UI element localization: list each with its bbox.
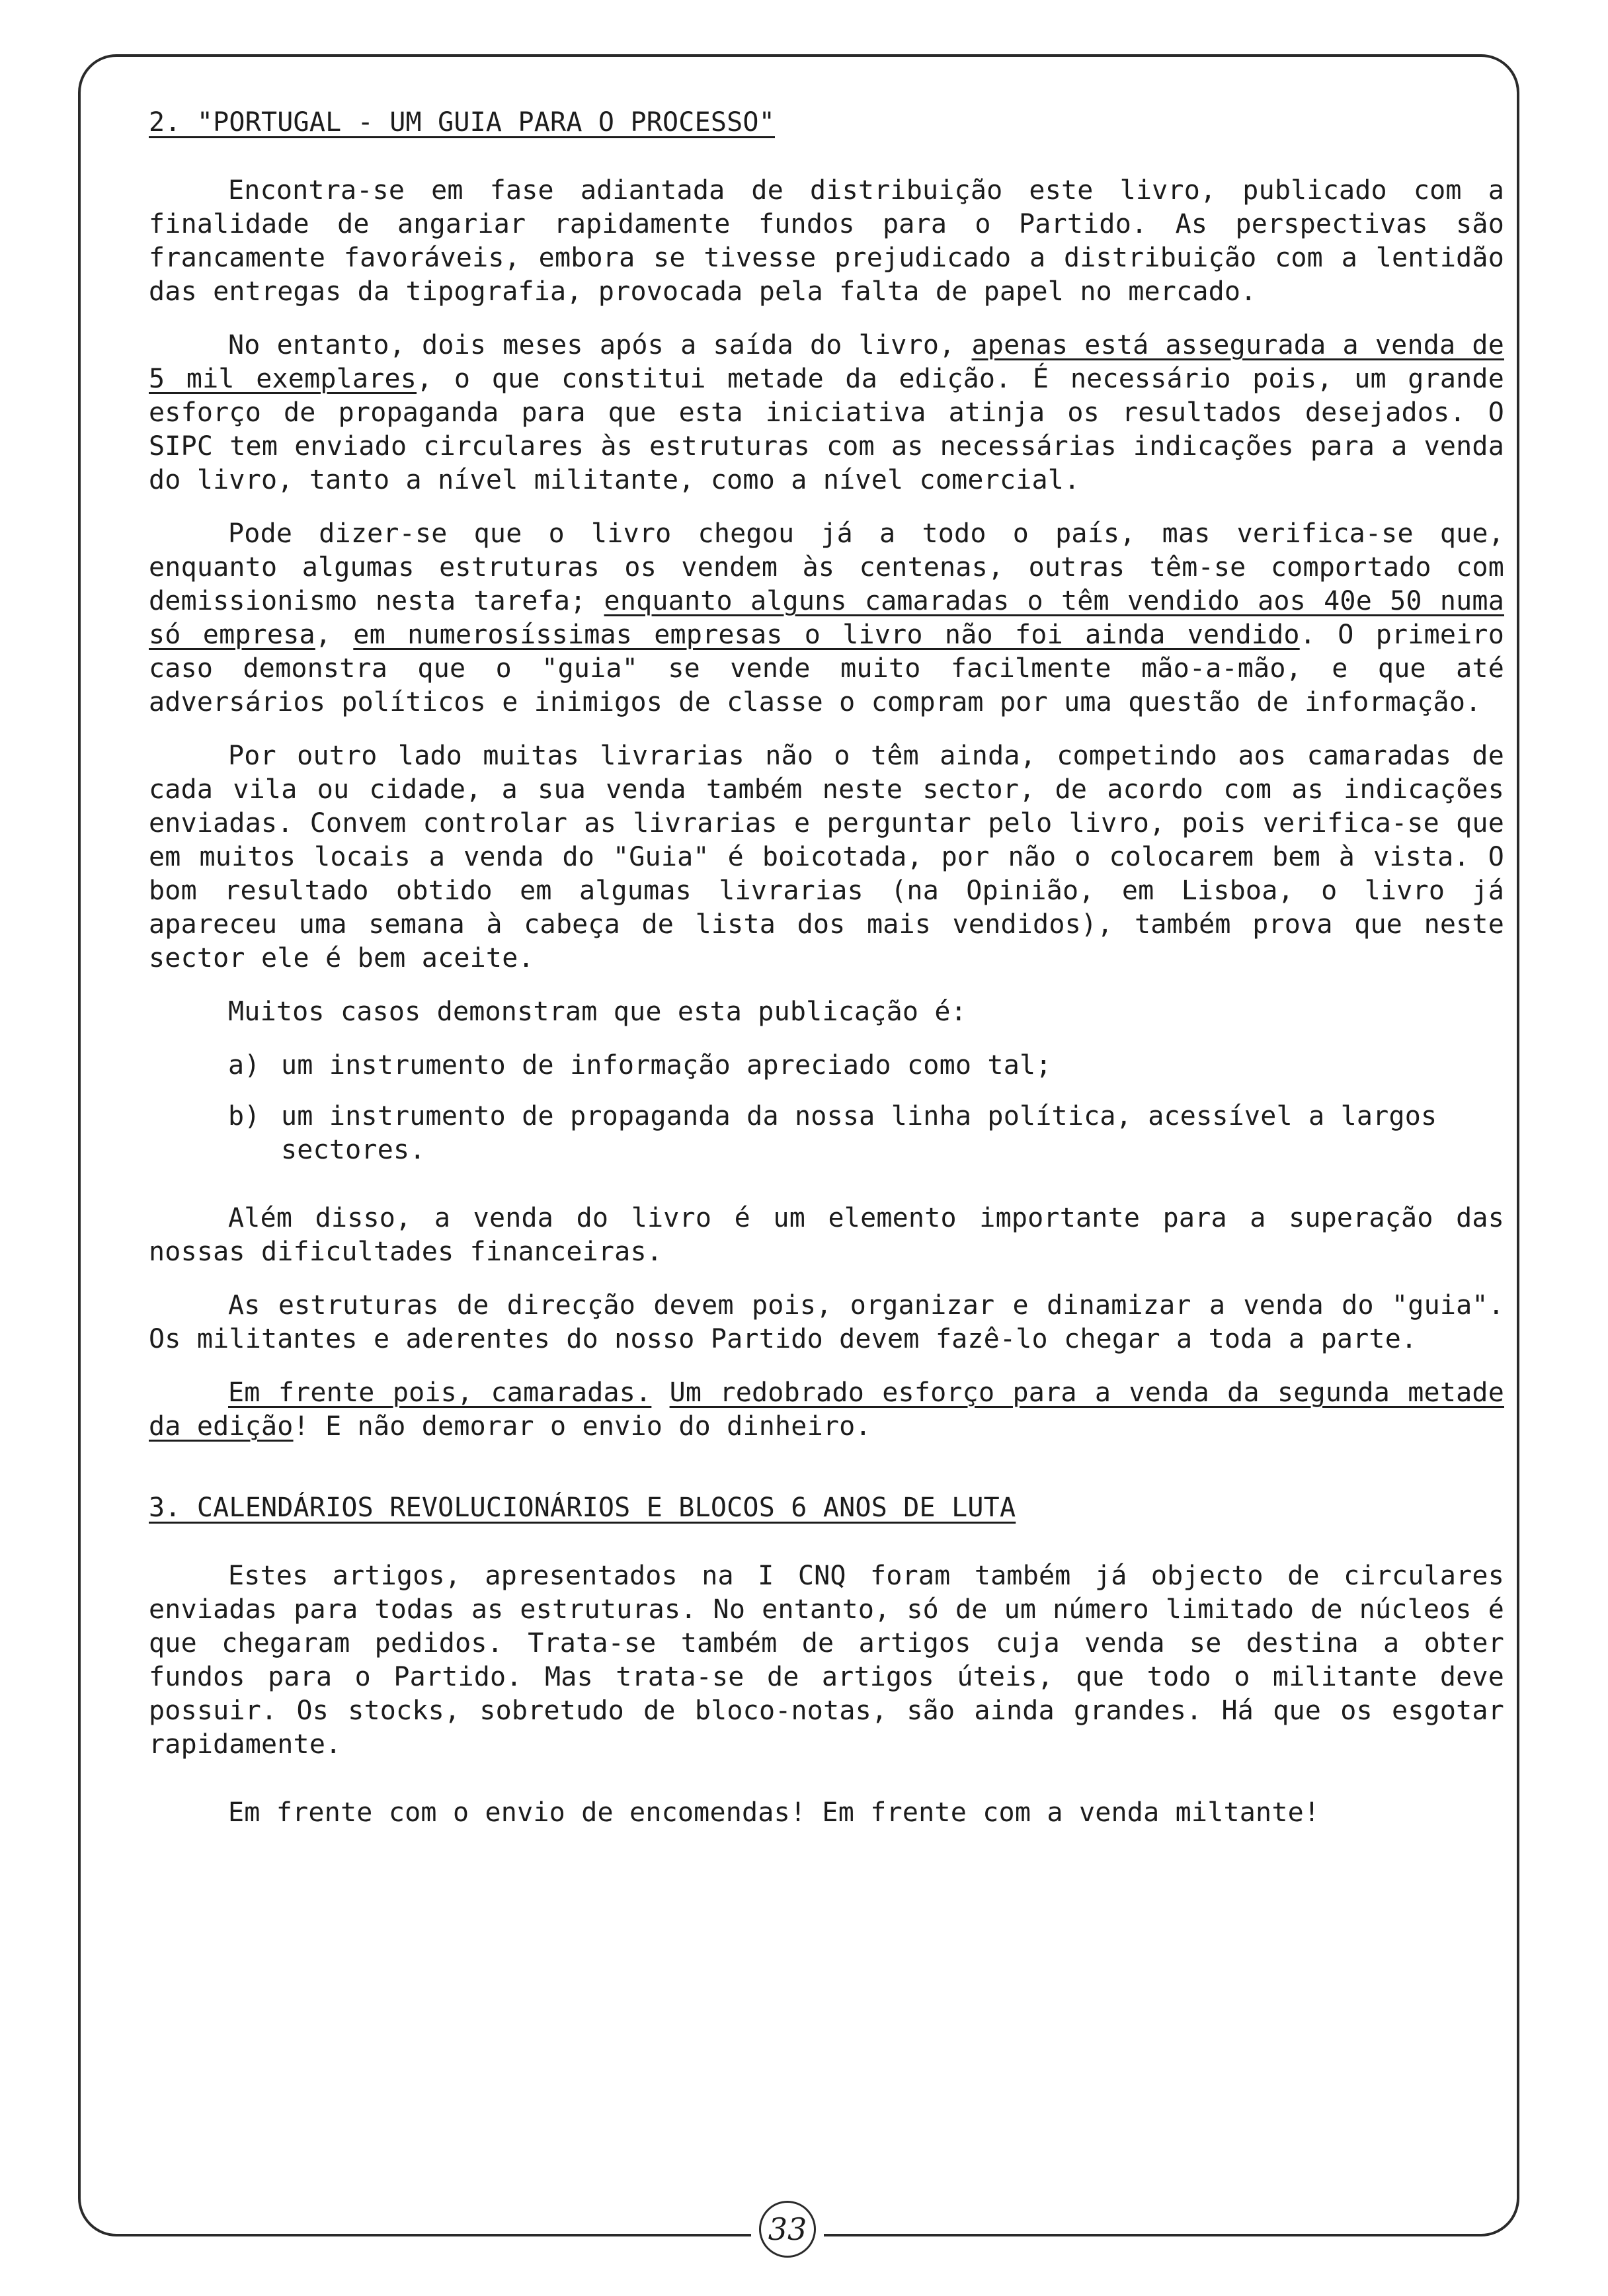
section-2-paragraph-1: Encontra-se em fase adiantada de distribuição este livro, publicado com a finalidade de angariar rapidamente fundos para o Partido. As perspectivas são francamente favoráveis, embora se tivesse prejudicado a distribuição com a lentidão das entregas da tipografia, provocada pela falta de papel no mercado. xyxy=(149,175,1504,307)
text-span: No entanto, dois meses após a saída do livro, xyxy=(228,330,972,360)
section-2-paragraph-7: As estruturas de direcção devem pois, organizar e dinamizar a venda do "guia". Os militantes e aderentes do nosso Partido devem fazê-lo chegar a toda a parte. xyxy=(149,1290,1504,1354)
list-item xyxy=(228,1100,1504,1167)
section-3-heading: 3. CALENDÁRIOS REVOLUCIONÁRIOS E BLOCOS 6 ANOS DE LUTA xyxy=(149,1493,1016,1523)
page-number xyxy=(751,2201,824,2258)
section-2-paragraph-3 xyxy=(149,517,1504,719)
text-span xyxy=(651,1377,669,1408)
underlined-text: Em frente pois, camaradas. xyxy=(228,1377,652,1408)
underlined-text: em numerosíssimas empresas o livro não foi ainda vendido xyxy=(353,620,1300,650)
text-span: , o que constitui metade da edição. É necessário pois, um grande esforço de propaganda para que esta iniciativa atinja os resultados desejados. O SIPC tem enviado circulares às estruturas com as necessárias indicações para a venda do livro, tanto a nível militante, como a nível comercial. xyxy=(149,364,1504,495)
page-number-circle xyxy=(759,2201,816,2258)
section-3-paragraph-1: Estes artigos, apresentados na I CNQ foram também já objecto de circulares enviadas para todas as estruturas. No entanto, só de um número limitado de núcleos é que chegaram pedidos. Trata-se também de artigos cuja venda se destina a obter fundos para o Partido. Mas trata-se de artigos úteis, que todo o militante deve possuir. Os stocks, sobretudo de bloco-notas, são ainda grandes. Há que os esgotar rapidamente. xyxy=(149,1561,1504,1760)
list-item-text: um instrumento de informação apreciado como tal; xyxy=(281,1050,1052,1081)
section-2-paragraph-5: Muitos casos demonstram que esta publicação é: xyxy=(228,997,967,1027)
list-item xyxy=(228,1049,1504,1083)
section-2-paragraph-6: Além disso, a venda do livro é um elemento importante para a superação das nossas dificultades financeiras. xyxy=(149,1203,1504,1267)
text-span: ! E não demorar o envio do dinheiro. xyxy=(293,1411,871,1442)
document-body xyxy=(149,106,1504,1850)
section-2-paragraph-8 xyxy=(149,1376,1504,1444)
section-2-heading: 2. "PORTUGAL - UM GUIA PARA O PROCESSO" xyxy=(149,107,775,138)
page-number-text: 33 xyxy=(768,2211,807,2247)
underlined-text: Um redobrado esforço para a venda da segunda metade da edição xyxy=(149,1377,1504,1442)
underlined-text: apenas está assegurada a venda de 5 mil exemplares xyxy=(149,330,1504,394)
list-marker: b) xyxy=(228,1101,261,1131)
section-2-paragraph-4: Por outro lado muitas livrarias não o têm ainda, competindo aos camaradas de cada vila ou cidade, a sua venda também neste sector, de acordo com as indicações enviadas. Convem controlar as livrarias e perguntar pelo livro, pois verifica-se que em muitos locais a venda do "Guia" é boicotada, por não o colocarem bem à vista. O bom resultado obtido em algumas livrarias (na Opinião, em Lisboa, o livro já apareceu uma semana à cabeça de lista dos mais vendidos), também prova que neste sector ele é bem aceite. xyxy=(149,741,1504,973)
underlined-text: enquanto alguns camaradas o têm vendido aos 40e 50 numa só empresa xyxy=(149,586,1504,650)
section-2-paragraph-2 xyxy=(149,329,1504,497)
text-span: Pode dizer-se que o livro chegou já a todo o país, mas verifica-se que, enquanto algumas estruturas os vendem às centenas, outras têm-se comportado com demissionismo nesta tarefa; xyxy=(149,518,1504,616)
list-item-text: um instrumento de propaganda da nossa linha política, acessível a largos sectores. xyxy=(281,1101,1437,1165)
text-span: . O primeiro caso demonstra que o "guia" se vende muito facilmente mão-a-mão, e que até adversários políticos e inimigos de classe o compram por uma questão de informação. xyxy=(149,620,1504,718)
section-3-paragraph-2: Em frente com o envio de encomendas! Em frente com a venda miltante! xyxy=(228,1797,1320,1828)
list-marker: a) xyxy=(228,1050,261,1081)
text-span: , xyxy=(315,620,354,650)
